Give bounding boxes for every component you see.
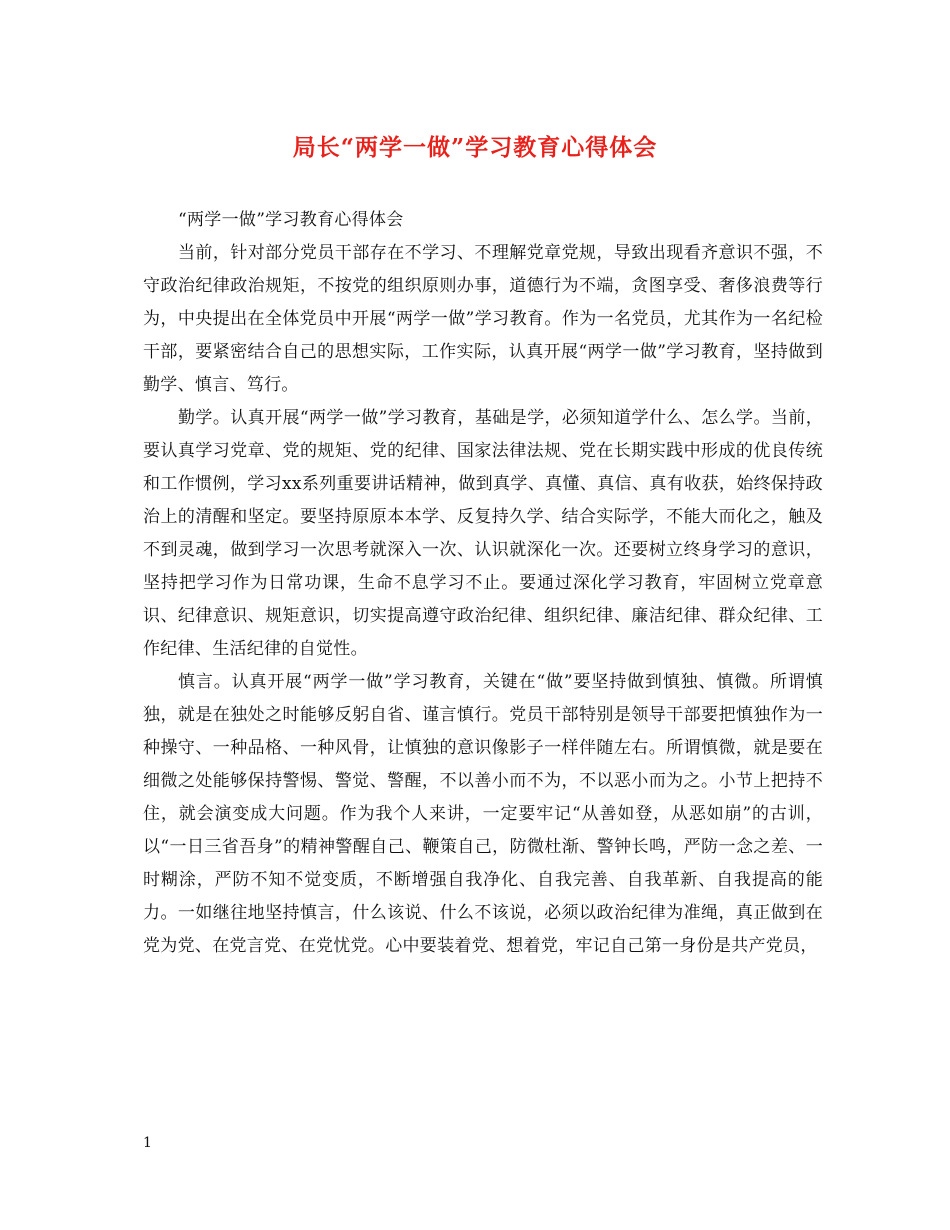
paragraph-careful-speech: 慎言。认真开展“两学一做”学习教育，关键在“做”要坚持做到慎独、慎微。所谓慎独，就是在独处之时能够反躬自省、谨言慎行。党员干部特别是领导干部要把慎独作为一种操守、一种品格、一种风骨，让慎独的意识像影子一样伴随左右。所谓慎微，就是要在细微之处能够保持警惕、警觉、警醒，不以善小而不为，不以恶小而为之。小节上把持不住，就会演变成大问题。作为我个人来讲，一定要牢记“从善如登，从恶如崩”的古训，以“一日三省吾身”的精神警醒自己、鞭策自己，防微杜渐、警钟长鸣，严防一念之差、一时糊涂，严防不知不觉变质，不断增强自我净化、自我完善、自我革新、自我提高的能力。一如继往地坚持慎言，什么该说、什么不该说，必须以政治纪律为准绳，真正做到在党为党、在党言党、在党忧党。心中要装着党、想着党，牢记自己第一身份是共产党员， bbox=[143, 672, 823, 956]
document-body bbox=[143, 204, 823, 963]
document-title: 局长“两学一做”学习教育心得体会 bbox=[292, 134, 658, 161]
paragraph-diligent-study: 勤学。认真开展“两学一做”学习教育，基础是学，必须知道学什么、怎么学。当前，要认真学习党章、党的规矩、党的纪律、国家法律法规、党在长期实践中形成的优良传统和工作惯例，学习xx系列重要讲话精神，做到真学、真懂、真信、真有收获，始终保持政治上的清醒和坚定。要坚持原原本本学、反复持久学、结合实际学，不能大而化之，触及不到灵魂，做到学习一次思考就深入一次、认识就深化一次。还要树立终身学习的意识，坚持把学习作为日常功课，生命不息学习不止。要通过深化学习教育，牢固树立党章意识、纪律意识、规矩意识，切实提高遵守政治纪律、组织纪律、廉洁纪律、群众纪律、工作纪律、生活纪律的自觉性。 bbox=[143, 408, 823, 659]
page-number: 1 bbox=[143, 1135, 152, 1151]
paragraph-heading: “两学一做”学习教育心得体会 bbox=[178, 210, 404, 230]
paragraph-intro: 当前，针对部分党员干部存在不学习、不理解党章党规，导致出现看齐意识不强，不守政治纪律政治规矩，不按党的组织原则办事，道德行为不端，贪图享受、奢侈浪费等行为，中央提出在全体党员中开展“两学一做”学习教育。作为一名党员，尤其作为一名纪检干部，要紧密结合自己的思想实际，工作实际，认真开展“两学一做”学习教育，坚持做到勤学、慎言、笃行。 bbox=[143, 243, 823, 395]
